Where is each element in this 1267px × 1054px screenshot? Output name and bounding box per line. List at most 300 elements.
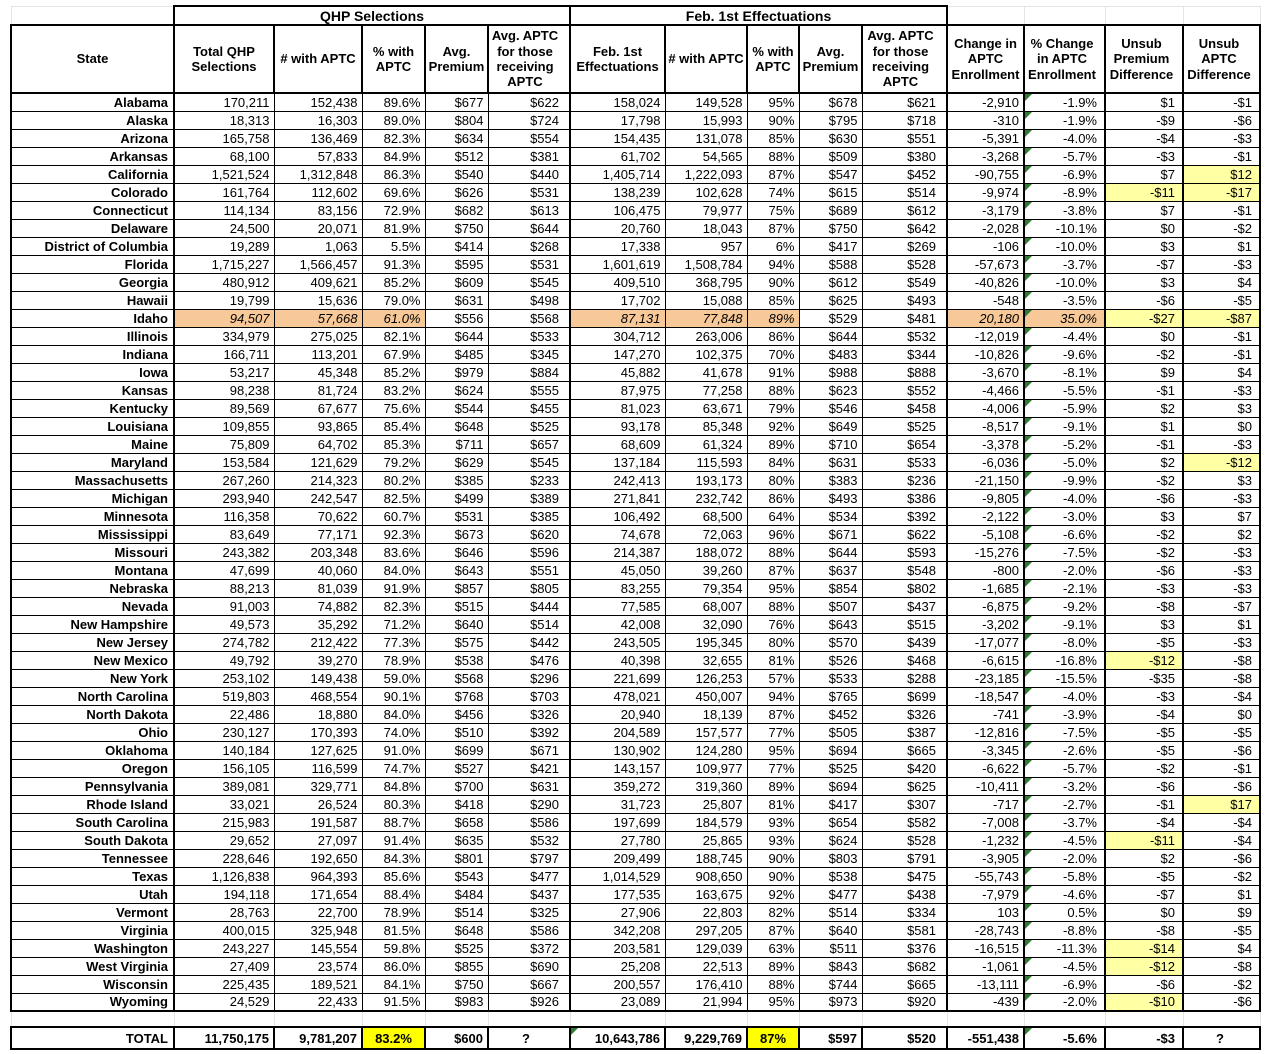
value-cell[interactable]: $621 bbox=[862, 93, 947, 111]
value-cell[interactable]: $630 bbox=[799, 129, 862, 147]
value-cell[interactable]: 95% bbox=[747, 579, 799, 597]
value-cell[interactable]: 409,510 bbox=[570, 273, 665, 291]
value-cell[interactable]: -$87 bbox=[1183, 309, 1260, 327]
value-cell[interactable]: $417 bbox=[799, 795, 862, 813]
value-cell[interactable]: 79.2% bbox=[362, 453, 425, 471]
state-cell[interactable]: Virginia bbox=[11, 921, 174, 939]
value-cell[interactable]: 92% bbox=[747, 885, 799, 903]
value-cell[interactable]: 95% bbox=[747, 993, 799, 1011]
value-cell[interactable]: $1 bbox=[1183, 237, 1260, 255]
value-cell[interactable]: $629 bbox=[425, 453, 488, 471]
value-cell[interactable]: $385 bbox=[488, 507, 570, 525]
value-cell[interactable]: -4.5% bbox=[1024, 957, 1105, 975]
value-cell[interactable]: -15,276 bbox=[947, 543, 1024, 561]
state-cell[interactable]: Texas bbox=[11, 867, 174, 885]
empty-cell[interactable] bbox=[862, 1011, 947, 1027]
value-cell[interactable]: $528 bbox=[862, 831, 947, 849]
column-header[interactable]: Avg. APTC for those receiving APTC bbox=[488, 25, 570, 93]
value-cell[interactable]: $531 bbox=[488, 183, 570, 201]
value-cell[interactable]: $575 bbox=[425, 633, 488, 651]
value-cell[interactable]: 171,654 bbox=[274, 885, 362, 903]
value-cell[interactable]: $694 bbox=[799, 741, 862, 759]
column-header[interactable]: Total QHP Selections bbox=[174, 25, 274, 93]
state-cell[interactable]: New Hampshire bbox=[11, 615, 174, 633]
value-cell[interactable]: $345 bbox=[488, 345, 570, 363]
qhp-selections-group-header[interactable]: QHP Selections bbox=[174, 6, 570, 25]
value-cell[interactable]: 242,547 bbox=[274, 489, 362, 507]
value-cell[interactable]: -$1 bbox=[1183, 327, 1260, 345]
state-cell[interactable]: New Jersey bbox=[11, 633, 174, 651]
value-cell[interactable]: -5.9% bbox=[1024, 399, 1105, 417]
value-cell[interactable]: $421 bbox=[488, 759, 570, 777]
value-cell[interactable]: -$4 bbox=[1105, 129, 1183, 147]
state-cell[interactable]: Wisconsin bbox=[11, 975, 174, 993]
value-cell[interactable]: 45,348 bbox=[274, 363, 362, 381]
value-cell[interactable]: 81,039 bbox=[274, 579, 362, 597]
state-cell[interactable]: California bbox=[11, 165, 174, 183]
value-cell[interactable]: -10.1% bbox=[1024, 219, 1105, 237]
value-cell[interactable]: 85.4% bbox=[362, 417, 425, 435]
total-value-cell[interactable]: 9,781,207 bbox=[274, 1027, 362, 1049]
value-cell[interactable]: $568 bbox=[425, 669, 488, 687]
value-cell[interactable]: $665 bbox=[862, 975, 947, 993]
value-cell[interactable]: 83.6% bbox=[362, 543, 425, 561]
value-cell[interactable]: -5.5% bbox=[1024, 381, 1105, 399]
value-cell[interactable]: -9.1% bbox=[1024, 615, 1105, 633]
value-cell[interactable]: 88.7% bbox=[362, 813, 425, 831]
value-cell[interactable]: -741 bbox=[947, 705, 1024, 723]
value-cell[interactable]: -$6 bbox=[1183, 111, 1260, 129]
value-cell[interactable]: 63% bbox=[747, 939, 799, 957]
value-cell[interactable]: $514 bbox=[488, 615, 570, 633]
empty-cell[interactable] bbox=[274, 1011, 362, 1027]
value-cell[interactable]: $0 bbox=[1105, 327, 1183, 345]
value-cell[interactable]: 70% bbox=[747, 345, 799, 363]
state-cell[interactable]: Massachusetts bbox=[11, 471, 174, 489]
empty-cell[interactable] bbox=[174, 1011, 274, 1027]
value-cell[interactable]: -2.0% bbox=[1024, 561, 1105, 579]
value-cell[interactable]: -$8 bbox=[1183, 669, 1260, 687]
value-cell[interactable]: $525 bbox=[862, 417, 947, 435]
value-cell[interactable]: -17,077 bbox=[947, 633, 1024, 651]
value-cell[interactable]: 26,524 bbox=[274, 795, 362, 813]
value-cell[interactable]: $477 bbox=[488, 867, 570, 885]
value-cell[interactable]: $514 bbox=[799, 903, 862, 921]
value-cell[interactable]: $383 bbox=[799, 471, 862, 489]
value-cell[interactable]: -12,816 bbox=[947, 723, 1024, 741]
value-cell[interactable]: 137,184 bbox=[570, 453, 665, 471]
value-cell[interactable]: -$3 bbox=[1183, 633, 1260, 651]
value-cell[interactable]: 15,636 bbox=[274, 291, 362, 309]
value-cell[interactable]: -$5 bbox=[1183, 291, 1260, 309]
value-cell[interactable]: $646 bbox=[425, 543, 488, 561]
value-cell[interactable]: 17,338 bbox=[570, 237, 665, 255]
state-cell[interactable]: Colorado bbox=[11, 183, 174, 201]
value-cell[interactable]: -$11 bbox=[1105, 183, 1183, 201]
value-cell[interactable]: 342,208 bbox=[570, 921, 665, 939]
value-cell[interactable]: $380 bbox=[862, 147, 947, 165]
value-cell[interactable]: -8.0% bbox=[1024, 633, 1105, 651]
value-cell[interactable]: $9 bbox=[1183, 903, 1260, 921]
value-cell[interactable]: $0 bbox=[1105, 219, 1183, 237]
value-cell[interactable]: -3,202 bbox=[947, 615, 1024, 633]
value-cell[interactable]: -10,826 bbox=[947, 345, 1024, 363]
empty-cell[interactable] bbox=[947, 6, 1024, 25]
empty-cell[interactable] bbox=[1024, 1011, 1105, 1027]
value-cell[interactable]: $631 bbox=[799, 453, 862, 471]
value-cell[interactable]: $718 bbox=[862, 111, 947, 129]
value-cell[interactable]: 1,312,848 bbox=[274, 165, 362, 183]
value-cell[interactable]: 22,803 bbox=[665, 903, 747, 921]
value-cell[interactable]: -2.7% bbox=[1024, 795, 1105, 813]
value-cell[interactable]: $703 bbox=[488, 687, 570, 705]
value-cell[interactable]: 908,650 bbox=[665, 867, 747, 885]
value-cell[interactable]: 18,139 bbox=[665, 705, 747, 723]
value-cell[interactable]: $485 bbox=[425, 345, 488, 363]
total-value-cell[interactable]: $520 bbox=[862, 1027, 947, 1049]
value-cell[interactable]: 79% bbox=[747, 399, 799, 417]
value-cell[interactable]: 293,940 bbox=[174, 489, 274, 507]
value-cell[interactable]: -10,411 bbox=[947, 777, 1024, 795]
value-cell[interactable]: -2.0% bbox=[1024, 993, 1105, 1011]
value-cell[interactable]: $710 bbox=[799, 435, 862, 453]
value-cell[interactable]: -9,805 bbox=[947, 489, 1024, 507]
value-cell[interactable]: 329,771 bbox=[274, 777, 362, 795]
value-cell[interactable]: -5.7% bbox=[1024, 147, 1105, 165]
value-cell[interactable]: $3 bbox=[1105, 615, 1183, 633]
value-cell[interactable]: $0 bbox=[1105, 903, 1183, 921]
value-cell[interactable]: -$1 bbox=[1183, 201, 1260, 219]
empty-cell[interactable] bbox=[11, 1011, 174, 1027]
value-cell[interactable]: $533 bbox=[862, 453, 947, 471]
value-cell[interactable]: $673 bbox=[425, 525, 488, 543]
value-cell[interactable]: 109,855 bbox=[174, 417, 274, 435]
value-cell[interactable]: 468,554 bbox=[274, 687, 362, 705]
value-cell[interactable]: 75,809 bbox=[174, 435, 274, 453]
value-cell[interactable]: 92.3% bbox=[362, 525, 425, 543]
value-cell[interactable]: $682 bbox=[862, 957, 947, 975]
value-cell[interactable]: 40,398 bbox=[570, 651, 665, 669]
value-cell[interactable]: 21,994 bbox=[665, 993, 747, 1011]
value-cell[interactable]: 90% bbox=[747, 867, 799, 885]
value-cell[interactable]: $615 bbox=[799, 183, 862, 201]
value-cell[interactable]: 81.5% bbox=[362, 921, 425, 939]
value-cell[interactable]: 1,405,714 bbox=[570, 165, 665, 183]
value-cell[interactable]: $344 bbox=[862, 345, 947, 363]
value-cell[interactable]: 59.0% bbox=[362, 669, 425, 687]
value-cell[interactable]: -$4 bbox=[1183, 831, 1260, 849]
value-cell[interactable]: 230,127 bbox=[174, 723, 274, 741]
value-cell[interactable]: -1,061 bbox=[947, 957, 1024, 975]
total-value-cell[interactable]: 83.2% bbox=[362, 1027, 425, 1049]
value-cell[interactable]: $334 bbox=[862, 903, 947, 921]
value-cell[interactable]: $3 bbox=[1105, 273, 1183, 291]
value-cell[interactable]: 67.9% bbox=[362, 345, 425, 363]
value-cell[interactable]: $455 bbox=[488, 399, 570, 417]
value-cell[interactable]: $556 bbox=[425, 309, 488, 327]
value-cell[interactable]: -$4 bbox=[1183, 687, 1260, 705]
value-cell[interactable]: $665 bbox=[862, 741, 947, 759]
value-cell[interactable]: 88% bbox=[747, 381, 799, 399]
value-cell[interactable]: 78.9% bbox=[362, 903, 425, 921]
state-cell[interactable]: Delaware bbox=[11, 219, 174, 237]
value-cell[interactable]: 192,650 bbox=[274, 849, 362, 867]
value-cell[interactable]: 71.2% bbox=[362, 615, 425, 633]
value-cell[interactable]: $510 bbox=[425, 723, 488, 741]
value-cell[interactable]: -$11 bbox=[1105, 831, 1183, 849]
value-cell[interactable]: 480,912 bbox=[174, 273, 274, 291]
value-cell[interactable]: -8.8% bbox=[1024, 921, 1105, 939]
value-cell[interactable]: $325 bbox=[488, 903, 570, 921]
value-cell[interactable]: 93% bbox=[747, 813, 799, 831]
value-cell[interactable]: 215,983 bbox=[174, 813, 274, 831]
value-cell[interactable]: -$2 bbox=[1105, 759, 1183, 777]
value-cell[interactable]: 89.6% bbox=[362, 93, 425, 111]
value-cell[interactable]: 28,763 bbox=[174, 903, 274, 921]
value-cell[interactable]: 170,211 bbox=[174, 93, 274, 111]
value-cell[interactable]: 89% bbox=[747, 957, 799, 975]
state-cell[interactable]: Rhode Island bbox=[11, 795, 174, 813]
value-cell[interactable]: $481 bbox=[862, 309, 947, 327]
value-cell[interactable]: 964,393 bbox=[274, 867, 362, 885]
value-cell[interactable]: 84% bbox=[747, 453, 799, 471]
state-cell[interactable]: Montana bbox=[11, 561, 174, 579]
value-cell[interactable]: 170,393 bbox=[274, 723, 362, 741]
value-cell[interactable]: 116,358 bbox=[174, 507, 274, 525]
value-cell[interactable]: -1.9% bbox=[1024, 111, 1105, 129]
state-cell[interactable]: South Dakota bbox=[11, 831, 174, 849]
value-cell[interactable]: 35,292 bbox=[274, 615, 362, 633]
value-cell[interactable]: -$35 bbox=[1105, 669, 1183, 687]
value-cell[interactable]: $7 bbox=[1105, 165, 1183, 183]
value-cell[interactable]: 15,088 bbox=[665, 291, 747, 309]
value-cell[interactable]: $527 bbox=[425, 759, 488, 777]
value-cell[interactable]: -8.1% bbox=[1024, 363, 1105, 381]
empty-cell[interactable] bbox=[488, 1011, 570, 1027]
value-cell[interactable]: 57,668 bbox=[274, 309, 362, 327]
value-cell[interactable]: -11.3% bbox=[1024, 939, 1105, 957]
value-cell[interactable]: 49,792 bbox=[174, 651, 274, 669]
value-cell[interactable]: $768 bbox=[425, 687, 488, 705]
value-cell[interactable]: $644 bbox=[799, 327, 862, 345]
value-cell[interactable]: 253,102 bbox=[174, 669, 274, 687]
value-cell[interactable]: -3,378 bbox=[947, 435, 1024, 453]
state-cell[interactable]: Michigan bbox=[11, 489, 174, 507]
value-cell[interactable]: $551 bbox=[488, 561, 570, 579]
total-value-cell[interactable]: 9,229,769 bbox=[665, 1027, 747, 1049]
value-cell[interactable]: 41,678 bbox=[665, 363, 747, 381]
value-cell[interactable]: -6,622 bbox=[947, 759, 1024, 777]
value-cell[interactable]: 106,492 bbox=[570, 507, 665, 525]
value-cell[interactable]: 84.1% bbox=[362, 975, 425, 993]
state-cell[interactable]: North Dakota bbox=[11, 705, 174, 723]
total-label-cell[interactable]: TOTAL bbox=[11, 1027, 174, 1049]
value-cell[interactable]: -$5 bbox=[1183, 921, 1260, 939]
value-cell[interactable]: 74.0% bbox=[362, 723, 425, 741]
value-cell[interactable]: $9 bbox=[1105, 363, 1183, 381]
value-cell[interactable]: 334,979 bbox=[174, 327, 274, 345]
value-cell[interactable]: -$3 bbox=[1183, 381, 1260, 399]
value-cell[interactable]: 267,260 bbox=[174, 471, 274, 489]
value-cell[interactable]: 83.2% bbox=[362, 381, 425, 399]
value-cell[interactable]: $568 bbox=[488, 309, 570, 327]
value-cell[interactable]: -4.4% bbox=[1024, 327, 1105, 345]
value-cell[interactable]: 228,646 bbox=[174, 849, 274, 867]
value-cell[interactable]: -$3 bbox=[1183, 543, 1260, 561]
value-cell[interactable]: $7 bbox=[1183, 507, 1260, 525]
value-cell[interactable]: 74.7% bbox=[362, 759, 425, 777]
value-cell[interactable]: -$6 bbox=[1105, 777, 1183, 795]
value-cell[interactable]: $1 bbox=[1183, 615, 1260, 633]
state-cell[interactable]: Utah bbox=[11, 885, 174, 903]
value-cell[interactable]: $531 bbox=[488, 255, 570, 273]
state-cell[interactable]: South Carolina bbox=[11, 813, 174, 831]
value-cell[interactable]: $654 bbox=[799, 813, 862, 831]
state-cell[interactable]: Ohio bbox=[11, 723, 174, 741]
state-cell[interactable]: Missouri bbox=[11, 543, 174, 561]
value-cell[interactable]: -8.9% bbox=[1024, 183, 1105, 201]
state-cell[interactable]: Idaho bbox=[11, 309, 174, 327]
value-cell[interactable]: 32,090 bbox=[665, 615, 747, 633]
value-cell[interactable]: -$2 bbox=[1105, 525, 1183, 543]
value-cell[interactable]: 17,702 bbox=[570, 291, 665, 309]
value-cell[interactable]: -$5 bbox=[1105, 741, 1183, 759]
value-cell[interactable]: 20,940 bbox=[570, 705, 665, 723]
value-cell[interactable]: -$6 bbox=[1105, 975, 1183, 993]
value-cell[interactable]: $678 bbox=[799, 93, 862, 111]
state-cell[interactable]: Georgia bbox=[11, 273, 174, 291]
state-cell[interactable]: Nebraska bbox=[11, 579, 174, 597]
value-cell[interactable]: 24,500 bbox=[174, 219, 274, 237]
value-cell[interactable]: $699 bbox=[862, 687, 947, 705]
value-cell[interactable]: -21,150 bbox=[947, 471, 1024, 489]
value-cell[interactable]: -2.1% bbox=[1024, 579, 1105, 597]
value-cell[interactable]: $570 bbox=[799, 633, 862, 651]
value-cell[interactable]: 98,238 bbox=[174, 381, 274, 399]
value-cell[interactable]: 27,780 bbox=[570, 831, 665, 849]
value-cell[interactable]: $420 bbox=[862, 759, 947, 777]
value-cell[interactable]: 25,208 bbox=[570, 957, 665, 975]
value-cell[interactable]: $509 bbox=[799, 147, 862, 165]
value-cell[interactable]: -$10 bbox=[1105, 993, 1183, 1011]
value-cell[interactable]: -5.7% bbox=[1024, 759, 1105, 777]
state-cell[interactable]: Kentucky bbox=[11, 399, 174, 417]
value-cell[interactable]: -$6 bbox=[1105, 291, 1183, 309]
value-cell[interactable]: 85.6% bbox=[362, 867, 425, 885]
value-cell[interactable]: -3.5% bbox=[1024, 291, 1105, 309]
column-header[interactable]: Unsub Premium Difference bbox=[1105, 25, 1183, 93]
value-cell[interactable]: 116,599 bbox=[274, 759, 362, 777]
value-cell[interactable]: 61.0% bbox=[362, 309, 425, 327]
value-cell[interactable]: -7.5% bbox=[1024, 723, 1105, 741]
value-cell[interactable]: 359,272 bbox=[570, 777, 665, 795]
value-cell[interactable]: 204,589 bbox=[570, 723, 665, 741]
value-cell[interactable]: $988 bbox=[799, 363, 862, 381]
value-cell[interactable]: -$6 bbox=[1183, 849, 1260, 867]
value-cell[interactable]: $3 bbox=[1105, 237, 1183, 255]
value-cell[interactable]: $468 bbox=[862, 651, 947, 669]
value-cell[interactable]: 271,841 bbox=[570, 489, 665, 507]
value-cell[interactable]: 82% bbox=[747, 903, 799, 921]
value-cell[interactable]: 77% bbox=[747, 759, 799, 777]
value-cell[interactable]: 1,222,093 bbox=[665, 165, 747, 183]
value-cell[interactable]: $547 bbox=[799, 165, 862, 183]
state-cell[interactable]: Minnesota bbox=[11, 507, 174, 525]
value-cell[interactable]: -4.0% bbox=[1024, 489, 1105, 507]
value-cell[interactable]: -3,179 bbox=[947, 201, 1024, 219]
value-cell[interactable]: $514 bbox=[425, 903, 488, 921]
value-cell[interactable]: $532 bbox=[862, 327, 947, 345]
value-cell[interactable]: $389 bbox=[488, 489, 570, 507]
value-cell[interactable]: -$7 bbox=[1105, 255, 1183, 273]
value-cell[interactable]: 19,799 bbox=[174, 291, 274, 309]
value-cell[interactable]: $920 bbox=[862, 993, 947, 1011]
value-cell[interactable]: 274,782 bbox=[174, 633, 274, 651]
value-cell[interactable]: 60.7% bbox=[362, 507, 425, 525]
value-cell[interactable]: 81,023 bbox=[570, 399, 665, 417]
column-header[interactable]: Avg. Premium bbox=[425, 25, 488, 93]
value-cell[interactable]: $804 bbox=[425, 111, 488, 129]
value-cell[interactable]: 214,323 bbox=[274, 471, 362, 489]
value-cell[interactable]: $634 bbox=[425, 129, 488, 147]
value-cell[interactable]: 188,745 bbox=[665, 849, 747, 867]
value-cell[interactable]: 25,807 bbox=[665, 795, 747, 813]
empty-cell[interactable] bbox=[362, 1011, 425, 1027]
value-cell[interactable]: -$8 bbox=[1105, 921, 1183, 939]
value-cell[interactable]: 325,948 bbox=[274, 921, 362, 939]
value-cell[interactable]: 203,348 bbox=[274, 543, 362, 561]
value-cell[interactable]: 91.4% bbox=[362, 831, 425, 849]
value-cell[interactable]: -1,232 bbox=[947, 831, 1024, 849]
value-cell[interactable]: -9.9% bbox=[1024, 471, 1105, 489]
value-cell[interactable]: 89% bbox=[747, 777, 799, 795]
value-cell[interactable]: -7,008 bbox=[947, 813, 1024, 831]
value-cell[interactable]: 81,724 bbox=[274, 381, 362, 399]
value-cell[interactable]: 45,050 bbox=[570, 561, 665, 579]
value-cell[interactable]: $414 bbox=[425, 237, 488, 255]
value-cell[interactable]: 77,585 bbox=[570, 597, 665, 615]
value-cell[interactable]: $533 bbox=[799, 669, 862, 687]
value-cell[interactable]: 221,699 bbox=[570, 669, 665, 687]
state-cell[interactable]: Iowa bbox=[11, 363, 174, 381]
value-cell[interactable]: 143,157 bbox=[570, 759, 665, 777]
value-cell[interactable]: 112,602 bbox=[274, 183, 362, 201]
value-cell[interactable]: $3 bbox=[1183, 471, 1260, 489]
value-cell[interactable]: 31,723 bbox=[570, 795, 665, 813]
value-cell[interactable]: $499 bbox=[425, 489, 488, 507]
value-cell[interactable]: -5.8% bbox=[1024, 867, 1105, 885]
value-cell[interactable]: $381 bbox=[488, 147, 570, 165]
value-cell[interactable]: 77.3% bbox=[362, 633, 425, 651]
value-cell[interactable]: $624 bbox=[799, 831, 862, 849]
value-cell[interactable]: $854 bbox=[799, 579, 862, 597]
value-cell[interactable]: $640 bbox=[799, 921, 862, 939]
value-cell[interactable]: 18,880 bbox=[274, 705, 362, 723]
value-cell[interactable]: $326 bbox=[488, 705, 570, 723]
value-cell[interactable]: $236 bbox=[862, 471, 947, 489]
value-cell[interactable]: 275,025 bbox=[274, 327, 362, 345]
state-cell[interactable]: West Virginia bbox=[11, 957, 174, 975]
value-cell[interactable]: $552 bbox=[862, 381, 947, 399]
value-cell[interactable]: 165,758 bbox=[174, 129, 274, 147]
value-cell[interactable]: 77,848 bbox=[665, 309, 747, 327]
value-cell[interactable]: 1,126,838 bbox=[174, 867, 274, 885]
value-cell[interactable]: $979 bbox=[425, 363, 488, 381]
value-cell[interactable]: $540 bbox=[425, 165, 488, 183]
value-cell[interactable]: -106 bbox=[947, 237, 1024, 255]
value-cell[interactable]: 77% bbox=[747, 723, 799, 741]
value-cell[interactable]: 184,579 bbox=[665, 813, 747, 831]
